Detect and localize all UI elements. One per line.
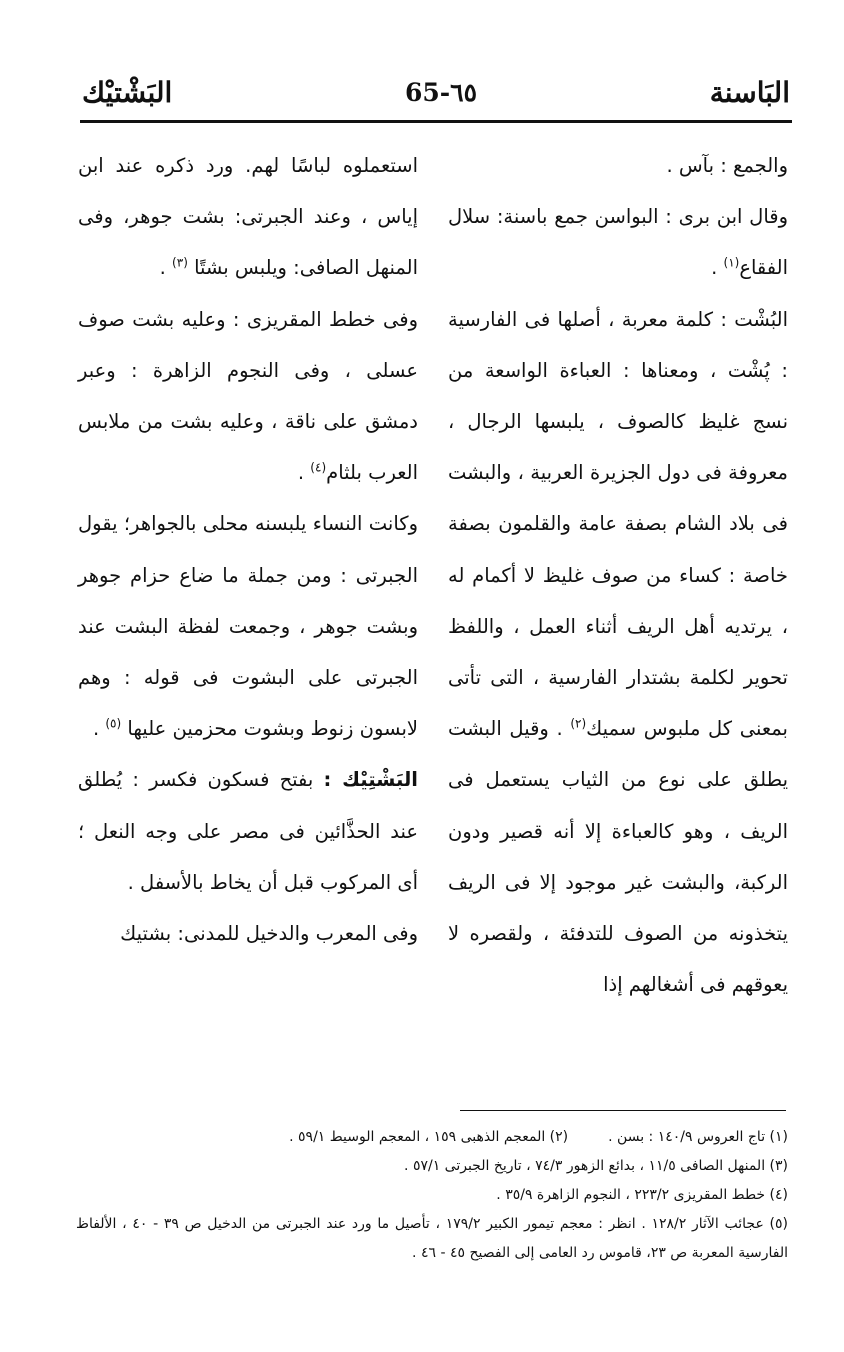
- page-header: [82, 68, 790, 116]
- footnote: (١) تاج العروس ١٤٠/٩ : بسن .(٢) المعجم الذهبى ١٥٩ ، المعجم الوسيط ٥٩/١ .: [289, 1129, 788, 1145]
- footnote: (٥) عجائب الآثار ١٢٨/٢ . انظر : معجم تيمور الكبير ١٧٩/٢ ، تأصيل ما ورد عند الجبرتى من الدخيل ص ٣٩ - ٤٠ ، الألفاظ الفارسية المعربة ص ٢٣، قاموس رد العامى إلى الفصيح ٤٥ - ٤٦ .: [76, 1216, 788, 1261]
- footnote-rule: [460, 1110, 786, 1111]
- paragraph: وفى خطط المقريزى : وعليه بشت صوف عسلى ، وفى النجوم الزاهرة : وعبر دمشق على ناقة ، وعليه بشت من ملابس العرب بلثام$^{(٤)}$ .: [78, 307, 418, 485]
- entry-term: البَشْتِيْك :: [323, 768, 418, 792]
- header-rule: [80, 120, 792, 123]
- footnote-ref: (٣): [172, 255, 188, 270]
- paragraph: وكانت النساء يلبسنه محلى بالجواهر؛ يقول الجبرتى : ومن جملة ما ضاع حزام جوهر وبشت جوهر ، وجمعت لفظة البشت عند الجبرتى على البشوت فى قوله : وهم لابسون زنوط وبشوت محزمين عليها $^{(٥)}$ .: [78, 512, 418, 741]
- paragraph: والجمع : بآس .: [666, 154, 788, 177]
- footnote-ref: (١): [723, 255, 740, 270]
- paragraph: وقال ابن برى : البواسن جمع باسنة: سلال الفقاع$^{(١)}$ .: [448, 205, 788, 280]
- header-last-entry: البَشْتيْك: [82, 75, 173, 109]
- footnotes: [76, 1123, 788, 1268]
- footnote-ref: (٢): [570, 716, 587, 731]
- footnote: (٤) خطط المقريزى ٢٢٣/٢ ، النجوم الزاهرة ٣٥/٩ .: [496, 1187, 788, 1203]
- header-first-entry: البَاسنة: [709, 75, 790, 109]
- right-column: [448, 140, 788, 1010]
- footnote: (٣) المنهل الصافى ١١/٥ ، بدائع الزهور ٧٤/٣ ، تاريخ الجبرتى ٥٧/١ .: [404, 1158, 788, 1174]
- footnote-ref: (٤): [310, 460, 327, 475]
- paragraph: استعملوه لباسًا لهم. ورد ذكره عند ابن إياس ، وعند الجبرتى: بشت جوهر، وفى المنهل الصافى: ويلبس بشتًا $^{(٣)}$ .: [78, 154, 418, 280]
- paragraph: وفى المعرب والدخيل للمدنى: بشتيك: [120, 922, 418, 946]
- entry-bashtik: البَشْتِيْك : بفتح فسكون فكسر : يُطلق عند الحذَّائين فى مصر على وجه النعل ؛ أى المركوب قبل أن يخاط بالأسفل .: [78, 768, 418, 894]
- entry-busht: البُشْت : كلمة معربة ، أصلها فى الفارسية : پُشْت ، ومعناها : العباءة الواسعة من نسج غليظ كالصوف ، يلبسها الرجال ، معروفة فى دول الجزيرة العربية ، والبشت فى بلاد الشام بصفة عامة والقلمون بصفة خاصة : كساء من صوف غليظ لا أكمام له ، يرتديه أهل الريف أثناء العمل ، واللفظ تحوير لكلمة بشتدار الفارسية ، التى تأتى بمعنى كل ملبوس سميك$^{(٢)}$ . وقيل البشت يطلق على نوع من الثياب يستعمل فى الريف ، وهو كالعباءة إلا أنه قصير ودون الركبة، والبشت غير موجود إلا فى الريف يتخذونه من الصوف للتدفئة ، ولقصره لا يعوقهم فى أشغالهم إذا: [448, 307, 788, 997]
- footnote-ref: (٥): [105, 716, 122, 731]
- page-number: 65-٦٥: [405, 77, 478, 107]
- left-column: [78, 140, 418, 959]
